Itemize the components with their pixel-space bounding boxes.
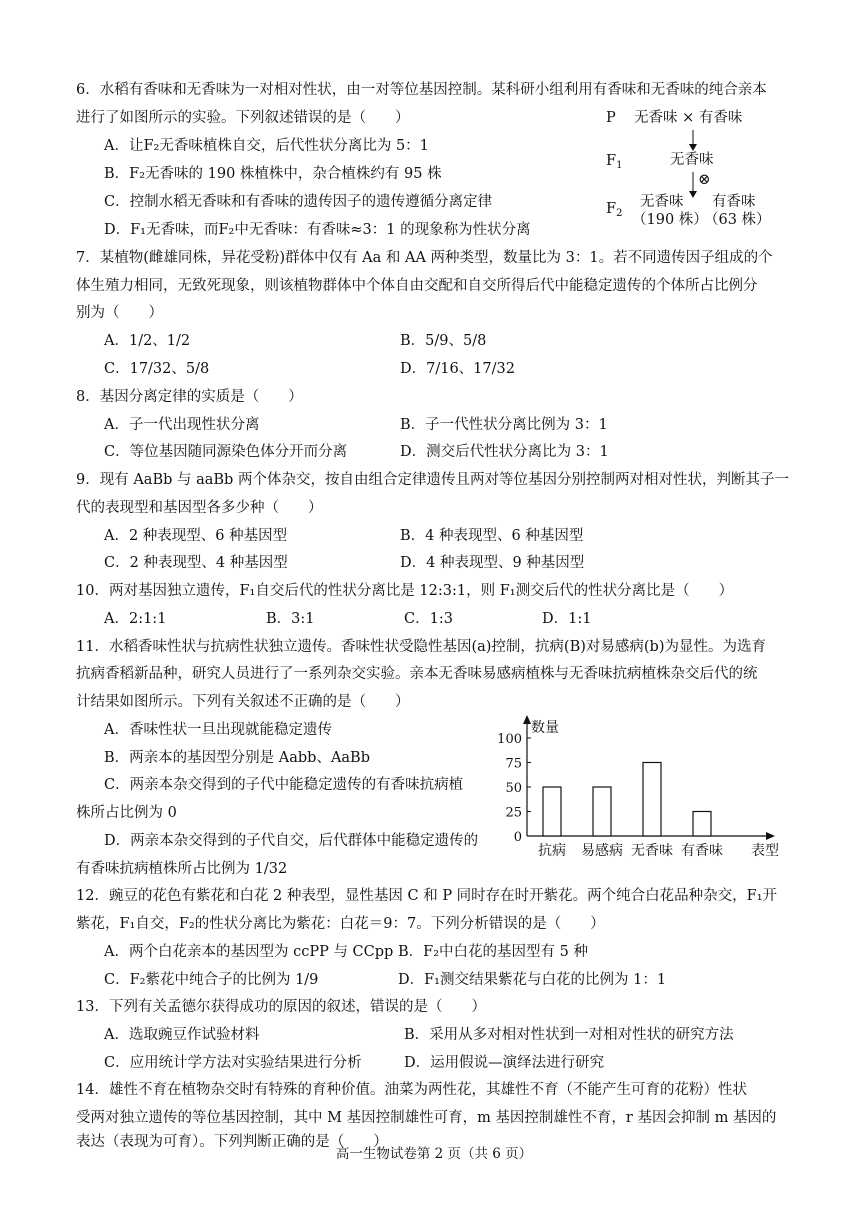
q13-option-a: A．选取豌豆作试验材料 xyxy=(104,1027,260,1043)
phenotype-bar-chart xyxy=(495,712,785,862)
f1-phenotype: 无香味 xyxy=(670,152,714,168)
q13-option-b: B．采用从多对相对性状到一对相对性状的研究方法 xyxy=(404,1027,734,1043)
q9-option-a: A．2 种表现型、6 种基因型 xyxy=(104,528,288,544)
q12-stem-line2: 紫花，F₁自交，F₂的性状分离比为紫花：白花＝9：7。下列分析错误的是（ ） xyxy=(76,916,605,932)
q11-stem-line3: 计结果如图所示。下列有关叙述不正确的是（ ） xyxy=(76,694,410,710)
q7-stem-line3: 别为（ ） xyxy=(76,305,163,321)
q8-stem-line1: 8．基因分离定律的实质是（ ） xyxy=(76,389,303,405)
p-generation-label: P xyxy=(606,110,616,126)
q10-option-d: D．1:1 xyxy=(542,611,592,627)
q7-stem-line2: 体生殖力相同，无致死现象，则该植物群体中个体自由交配和自交所得后代中能稳定遗传的个体所占比例分 xyxy=(76,278,758,294)
q11-option-a: A．香味性状一旦出现就能稳定遗传 xyxy=(104,722,332,738)
x-axis-label: 表型 xyxy=(751,843,779,859)
q11-option-d-line2: 有香味抗病植株所占比例为 1/32 xyxy=(76,861,288,877)
cross-diagram xyxy=(600,100,790,235)
arrow-down-icon xyxy=(689,144,697,151)
q10-option-c: C．1:3 xyxy=(404,611,453,627)
q9-option-c: C．2 种表现型、4 种基因型 xyxy=(104,555,288,571)
bar xyxy=(643,763,661,837)
x-tick-label: 无香味 xyxy=(631,843,673,859)
q11-option-b: B．两亲本的基因型分别是 Aabb、AaBb xyxy=(104,750,370,766)
self-cross-icon: ⊗ xyxy=(698,170,711,188)
q9-stem-line2: 代的表现型和基因型各多少种（ ） xyxy=(76,500,323,516)
q7-option-b: B．5/9、5/8 xyxy=(400,333,487,349)
q14-stem-line2: 受两对独立遗传的等位基因控制，其中 M 基因控制雄性可育，m 基因控制雄性不育，r 基因会抑制 m 基因的 xyxy=(76,1110,777,1126)
f2-right-phenotype: 有香味 xyxy=(712,194,756,210)
q11-option-d-line1: D．两亲本杂交得到的子代自交，后代群体中能稳定遗传的 xyxy=(104,833,479,849)
q13-option-d: D．运用假说—演绎法进行研究 xyxy=(404,1055,605,1071)
q8-option-c: C．等位基因随同源染色体分开而分离 xyxy=(104,444,348,460)
x-tick-label: 抗病 xyxy=(538,843,566,859)
q10-stem-line1: 10．两对基因独立遗传，F₁自交后代的性状分离比是 12:3:1，则 F₁测交后代的性状分离比是（ ） xyxy=(76,583,734,599)
q7-option-a: A．1/2、1/2 xyxy=(104,333,191,349)
q8-option-a: A．子一代出现性状分离 xyxy=(104,417,260,433)
q6-option-c: C．控制水稻无香味和有香味的遗传因子的遗传遵循分离定律 xyxy=(104,194,493,210)
q14-stem-line3: 表达（表现为可育）。下列判断正确的是（ ） xyxy=(76,1134,388,1150)
arrow-down-icon xyxy=(689,191,697,198)
q9-option-d: D．4 种表现型、9 种基因型 xyxy=(400,555,585,571)
q7-option-d: D．7/16、17/32 xyxy=(400,361,515,377)
q6-option-a: A．让F₂无香味植株自交，后代性状分离比为 5：1 xyxy=(104,138,429,154)
y-axis-arrow-icon xyxy=(523,715,531,724)
q8-option-b: B．子一代性状分离比例为 3：1 xyxy=(400,417,608,433)
f1-generation-label: $F_1$ xyxy=(606,153,623,171)
x-axis-arrow-icon xyxy=(766,832,775,840)
f2-generation-label: $F_2$ xyxy=(606,201,623,219)
bar xyxy=(593,787,611,836)
q6-stem-line2: 进行了如图所示的实验。下列叙述错误的是（ ） xyxy=(76,110,410,126)
y-tick-label: 0 xyxy=(513,830,522,845)
f2-left-count: （190 株） xyxy=(632,212,708,228)
x-tick-label: 易感病 xyxy=(581,843,623,859)
q12-stem-line1: 12．豌豆的花色有紫花和白花 2 种表型，显性基因 C 和 P 同时存在时开紫花。两个纯合白花品种杂交，F₁开 xyxy=(76,888,778,904)
q12-option-c: C．F₂紫花中纯合子的比例为 1/9 xyxy=(104,972,319,988)
q10-option-a: A．2:1:1 xyxy=(104,611,167,627)
page-footer: 高一生物试卷第 2 页（共 6 页） xyxy=(335,1146,533,1162)
q14-stem-line1: 14．雄性不育在植物杂交时有特殊的育种价值。油菜为两性花，其雄性不育（不能产生可育的花粉）性状 xyxy=(76,1082,747,1098)
y-axis-label: 数量 xyxy=(531,720,559,736)
x-tick-label: 有香味 xyxy=(681,843,723,859)
q11-option-c-line2: 株所占比例为 0 xyxy=(76,805,177,821)
y-tick-label: 50 xyxy=(505,781,522,796)
q12-option-b: B．F₂中白花的基因型有 5 种 xyxy=(398,944,588,960)
q9-stem-line1: 9．现有 AaBb 与 aaBb 两个体杂交，按自由组合定律遗传且两对等位基因分别控制两对相对性状，判断其子一 xyxy=(76,472,789,488)
q13-option-c: C．应用统计学方法对实验结果进行分析 xyxy=(104,1055,362,1071)
q6-option-d: D．F₁无香味，而F₂中无香味：有香味≈3：1 的现象称为性状分离 xyxy=(104,222,531,238)
q10-option-b: B．3:1 xyxy=(266,611,315,627)
y-tick-label: 25 xyxy=(505,805,522,821)
q6-stem-line1: 6．水稻有香味和无香味为一对相对性状，由一对等位基因控制。某科研小组利用有香味和无香味的纯合亲本 xyxy=(76,82,767,98)
q9-option-b: B．4 种表现型、6 种基因型 xyxy=(400,528,584,544)
q13-stem-line1: 13．下列有关孟德尔获得成功的原因的叙述，错误的是（ ） xyxy=(76,999,486,1015)
q11-stem-line2: 抗病香稻新品种，研究人员进行了一系列杂交实验。亲本无香味易感病植株与无香味抗病植株杂交后代的统 xyxy=(76,666,758,682)
q12-option-a: A．两个白花亲本的基因型为 ccPP 与 CCpp xyxy=(104,944,394,960)
q11-option-c-line1: C．两亲本杂交得到的子代中能稳定遗传的有香味抗病植 xyxy=(104,777,464,793)
p-cross-text: 无香味 × 有香味 xyxy=(634,110,743,126)
f2-right-count: （63 株） xyxy=(704,212,771,228)
f2-left-phenotype: 无香味 xyxy=(640,194,684,210)
q6-option-b: B．F₂无香味的 190 株植株中，杂合植株约有 95 株 xyxy=(104,166,442,182)
q11-stem-line1: 11．水稻香味性状与抗病性状独立遗传。香味性状受隐性基因(a)控制，抗病(B)对易感病(b)为显性。为选育 xyxy=(76,639,766,655)
q12-option-d: D．F₁测交结果紫花与白花的比例为 1：1 xyxy=(398,972,667,988)
q7-option-c: C．17/32、5/8 xyxy=(104,361,210,377)
bar xyxy=(543,787,561,836)
y-tick-label: 75 xyxy=(505,756,522,772)
q8-option-d: D．测交后代性状分离比为 3：1 xyxy=(400,444,609,460)
q7-stem-line1: 7．某植物(雌雄同株，异花受粉)群体中仅有 Aa 和 AA 两种类型，数量比为 3：1。若不同遗传因子组成的个 xyxy=(76,250,773,266)
y-tick-label: 100 xyxy=(497,732,522,747)
bar xyxy=(693,812,711,837)
